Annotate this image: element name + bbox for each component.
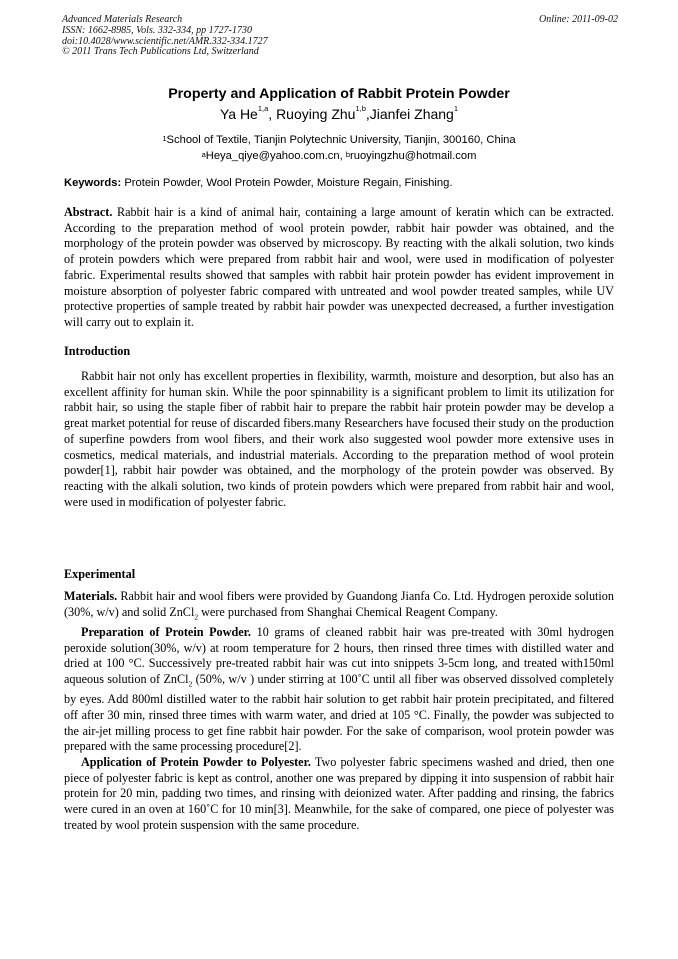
author-affiliation-mark: 1 [453, 104, 459, 113]
introduction-section [64, 369, 614, 510]
author-list: Ya He$^{1,a}$, Ruoying Zhu$^{1,b}$,Jianfei Zhang$^1$ [219, 104, 459, 122]
application-text: Two polyester fabric specimens washed and dried, then one piece of polyester fabric is kept as control, another one was prepared by dipping it into suspension of rabbit hair protein for 20 min, padding two times, and rinsing with deionized water. After padding and rinsing, the fabrics were cured in an oven at 160˚C for 10 min[3]. Meanwhile, for the sake of compared, one piece of polyester was treated by wool protein suspension with the same procedure. [64, 754, 614, 832]
experimental-section [64, 589, 614, 833]
copyright-line: © 2011 Trans Tech Publications Ltd, Switzerland [62, 46, 259, 58]
author-name: Ya He [219, 106, 258, 122]
email-mark: a [201, 149, 206, 159]
preparation-text-cont: (50%, w/v ) under stirring at 100˚C until all fiber was observed dissolved completely by eyes. Add 800ml distilled water to the rabbit hair solution to get rabbit hair protein precipitated, and filtered off after 30 min, rinsed three times with warm water, and dried at 105 °C. Finally, the powder was subjected to the air-jet milling process to get fine rabbit hair powder. For the sake of comparison, wool protein powder was prepared with the same processing procedure[2]. [64, 671, 614, 754]
email-mark: b [345, 149, 351, 159]
application-label: Application of Protein Powder to Polyester. [81, 754, 311, 769]
email-a: Heya_qiye@yahoo.com.cn, [205, 149, 343, 162]
affiliation-block [0, 133, 678, 164]
materials-label: Materials. [64, 589, 118, 603]
doi-line: doi:10.4028/www.scientific.net/AMR.332-334.1727 [62, 35, 268, 47]
abstract-label: Abstract. [64, 205, 113, 219]
keywords-text: Protein Powder, Wool Protein Powder, Moisture Regain, Finishing. [124, 177, 453, 189]
application-paragraph [64, 755, 614, 834]
preparation-label: Preparation of Protein Powder. [81, 624, 251, 639]
issn-line: ISSN: 1662-8985, Vols. 332-334, pp 1727-1730 [62, 24, 252, 36]
introduction-heading: Introduction [64, 344, 131, 358]
online-date: Online: 2011-09-02 [539, 14, 618, 25]
keywords [64, 177, 620, 189]
abstract [64, 205, 614, 331]
materials-text-cont: were purchased from Shanghai Chemical Reagent Company. [198, 604, 498, 619]
materials-text: Rabbit hair and wool fibers were provided by Guandong Jianfa Co. Ltd. Hydrogen peroxide solution (30%, w/v) and solid ZnCl [64, 589, 614, 619]
email-line [0, 149, 678, 165]
subscript: 2 [194, 612, 199, 622]
author-name: Ruoying Zhu [276, 106, 356, 122]
experimental-heading: Experimental [64, 567, 136, 581]
email-b: ruoyingzhu@hotmail.com [350, 149, 477, 162]
affiliation-mark: 1 [162, 134, 167, 143]
introduction-text: Rabbit hair not only has excellent properties in flexibility, warmth, moisture and desorption, but also has an excellent affinity for human skin. While the poor spinnability is a significant problem to limit its utilization for rabbit hair, so using the staple fiber of rabbit hair to prepare the rabbit hair protein powder may be develop a great market potential for reuse of discarded fibers.many Researchers have focused their study on the production of superfine powders from wool fibers, and their work also suggested wool powder more extensive uses in cosmetics, medical materials, and industrial materials. According to the preparation method of wool protein powder[1], rabbit hair powder was obtained, and the morphology of the protein powder was observed. By reacting with the alkali solution, two kinds of protein powders which were prepared from rabbit hair and wool, were used in modification of polyester fabric. [64, 369, 614, 509]
journal-name: Advanced Materials Research [62, 14, 183, 25]
affiliation-text: School of Textile, Tianjin Polytechnic University, Tianjin, 300160, China [166, 134, 516, 146]
affiliation-line [0, 133, 678, 149]
subscript: 2 [188, 679, 193, 689]
author-name: Jianfei Zhang [369, 106, 454, 122]
author-affiliation-mark: 1,a [257, 104, 269, 113]
materials-paragraph [64, 589, 614, 625]
keywords-label: Keywords: [64, 177, 122, 189]
paper-title: Property and Application of Rabbit Protein Powder [168, 86, 510, 102]
preparation-text: 10 grams of cleaned rabbit hair was pre-treated with 30ml hydrogen peroxide solution(30%, w/v) at room temperature for 2 hours, then rinsed three times with distilled water and dried at 100 °C. Successively pre-treated rabbit hair was cut into snippets 3-5cm long, and treated with150ml aqueous solution of ZnCl [64, 624, 614, 686]
journal-header [62, 15, 618, 58]
author-affiliation-mark: 1,b [355, 104, 366, 113]
preparation-paragraph [64, 625, 614, 755]
abstract-text: Rabbit hair is a kind of animal hair, containing a large amount of keratin which can be extracted. According to the preparation method of wool protein powder, rabbit hair powder was obtained, and the morphology of the protein powder was observed by microscopy. By reacting with the alkali solution, two kinds of protein powders which were prepared from rabbit hair and wool, were used in modification of polyester fabric. Experimental results showed that samples with rabbit hair protein powder has evident improvement in moisture absorption of polyester fabric compared with untreated and wool powder treated samples, while UV protective properties of sample treated by rabbit hair powder was unexpected decreased, a further investigation will carry out to explain it. [64, 205, 614, 329]
